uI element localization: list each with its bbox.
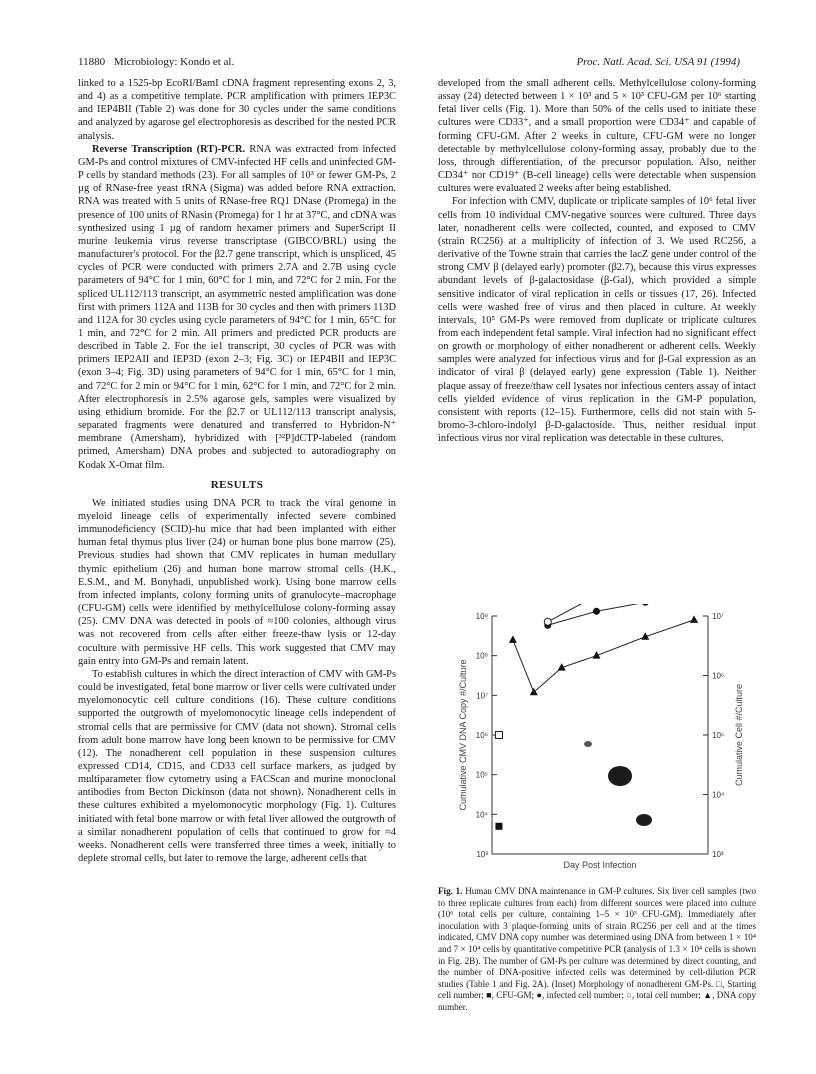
- rt-pcr-text: RNA was extracted from infected GM-Ps and control mixtures of CMV-infected HF cells and uninfected GM-P cells by standard methods (23). For all samples of 10³ or fewer GM-Ps, 2 µg of RNase-free yeast tRNA (Sigma) was added before RNA extraction. RNA was treated with 5 units of RNase-free RQ1 DNase (Promega) in the presence of 100 units of RNasin (Promega) for 1 hr at 37°C, and cDNA was synthesized using 1 µg of random hexamer primers and SuperScript II murine leukemia virus reverse transcriptase (GIBCO/BRL) using the manufacturer's protocol. For the β2.7 gene transcript, which is unspliced, 45 cycles of PCR were conducted with primers 2.7A and 2.7B using cycle parameters of 94°C for 1 min, 60°C for 1 min, and 72°C for 2 min. For the spliced UL112/113 transcript, an asymmetric nested amplification was done first with primers 112A and 113B for 30 cycles and then with primers 113D and 112A for 30 cycles using cycle parameters of 94°C for 1 min, 65°C for 1 min, and 72°C for 2 min. All primers and predicted PCR products are described in Table 2. For the ie1 transcript, 30 cycles of PCR was with primers IEP2AII and IEP3D (exon 2–3; Fig. 3C) or IEP4BII and IEP3C (exon 3–4; Fig. 3D) using parameters of 94°C for 1 min, 65°C for 1 min, and 72°C for 2 min or 94°C for 1 min, 62°C for 1 min, and 72°C for 2 min. After electrophoresis in 2.5% agarose gels, samples were visualized by using ethidium bromide. For the β2.7 or UL112/113 transcript analysis, separated fragments were denatured and transferred to Hybridon-N⁺ membrane (Amersham), hybridized with [³²P]dCTP-labeled (random primed, Amersham) DNA probes and subjected to autoradiography on Kodak X-Omat film.: [78, 143, 396, 471]
- dna-copy-marker: [530, 688, 538, 696]
- y-axis-right-label: Cumulative Cell #/Culture: [734, 683, 744, 787]
- infected-cell-marker: [593, 608, 600, 615]
- y-axis-left-label: Cumulative CMV DNA Copy #/Culture: [458, 659, 468, 811]
- inset-cell: [584, 741, 592, 747]
- rt-pcr-title: Reverse Transcription (RT)-PCR.: [92, 143, 246, 155]
- right-tick-label: 10⁴: [712, 790, 725, 800]
- right-column: [438, 77, 756, 445]
- left-tick-label: 10⁴: [475, 810, 488, 820]
- right-tick-label: 10⁶: [712, 671, 725, 681]
- inset-cell: [608, 766, 632, 786]
- running-head-left: [78, 54, 234, 70]
- left-column: [78, 77, 396, 865]
- left-tick-label: 10⁷: [476, 691, 488, 701]
- figure-1-caption: [438, 886, 756, 1014]
- results-paragraph-2: To establish cultures in which the direct interaction of CMV with GM-Ps could be investigated, fetal bone marrow or liver cells were cultivated under myelomonocytic cell culture conditions (16). These culture conditions supported the outgrowth of myelomonocytic lineage cells independent of stromal cells that are permissive for CMV (data not shown). Stromal cells from adult bone marrow have long been known to be permissive for CMV (12). The nonadherent cell population in these suspension cultures expressed CD14, CD15, and CD33 cell surface markers, as judged by multiparameter flow cytometry using a FACScan and murine monoclonal antibodies from Becton Dickinson (data not shown). Nonadherent cells in these cultures exhibited a myelomonocytic morphology (Fig. 1). Cultures initiated with fetal bone marrow or with fetal liver allowed the outgrowth of a similar nonadherent population of cells that continued to grow for ≈4 weeks. Nonadherent cells were transferred three times a week, initially to deplete stromal cells, but later to remove the large, adherent cells that: [78, 668, 396, 865]
- journal-section: Microbiology: Kondo et al.: [113, 56, 235, 68]
- left-tick-label: 10⁵: [475, 770, 488, 780]
- methods-paragraph-continued: linked to a 1525-bp EcoRI/BamI cDNA fragment representing exons 2, 3, and 4) as a competitive template. PCR amplification with primers IEP3C and IEP4BII (Table 2) was done for 30 cycles under the same conditions and analyzed by agarose gel electrophoresis as described for the nested PCR analysis.: [78, 78, 396, 142]
- dna-copy-marker: [690, 615, 698, 623]
- right-tick-label: 10³: [712, 850, 724, 859]
- results-paragraph-3: developed from the small adherent cells. Methylcellulose colony-forming assay (24) detected between 1 × 10³ and 5 × 10³ CFU-GM per 10⁶ starting fetal liver cells (Fig. 1). More than 50% of the cells used to initiate these cultures were CD33⁺, and a small proportion were CD34⁺ and capable of forming CFU-GM. After 2 weeks in culture, CFU-GM were no longer detectable by methylcellulose colony-forming assay, probably due to the loss, through differentiation, of the precursor population. Also, neither CD34⁺ nor CD19⁺ (B-cell lineage) cells were detectable when suspension cultures were evaluated 2 weeks after being established.: [438, 78, 756, 195]
- page-number: 11880: [78, 56, 106, 68]
- results-heading: RESULTS: [210, 478, 264, 491]
- figure-1: [438, 604, 756, 876]
- caption-lead: Fig. 1.: [438, 886, 463, 896]
- x-axis-label: Day Post Infection: [563, 860, 637, 870]
- starting-cell-number-marker: [495, 732, 502, 739]
- left-tick-label: 10³: [476, 850, 488, 859]
- left-tick-label: 10⁶: [475, 731, 488, 740]
- results-paragraph-4: For infection with CMV, duplicate or triplicate samples of 10⁶ fetal liver cells from 10 individual CMV-negative sources were cultured. Three days later, nonadherent cells were collected, counted, and exposed to CMV (strain RC256) at a multiplicity of infection of 3. We used RC256, a derivative of the Towne strain that carries the lacZ gene under control of the strong CMV β (delayed early) promoter (β2.7), because this virus expresses abundant levels of β-galactosidase (β-Gal), which provided a simple sensitive indicator of viral replication in cells or tissues (17, 26). Infected cells were washed free of virus and then placed in culture. At weekly intervals, 10⁵ GM-Ps were removed from duplicate or triplicate cultures from each independent fetal sample. Viral infection had no significant effect on growth or morphology of either nonadherent or adherent cells. Weekly samples were analyzed for infectious virus and for β-Gal expression as an indicator of viral β (delayed early) gene expression (Table 1). Neither plaque assay of freeze/thaw cell lysates nor infectious centers assay of intact cells yielded evidence of virus replication in the GM-P population, consistent with reports (12–15). Furthermore, cells did not stain with 5-bromo-3-chloro-indolyl β-D-galactoside. Thus, neither residual input infectious virus nor viral replication was detectable in these cultures.: [438, 196, 756, 445]
- series-line: [513, 620, 694, 692]
- series-line: [548, 604, 694, 625]
- dna-copy-marker: [509, 635, 517, 643]
- journal-citation: Proc. Natl. Acad. Sci. USA 91 (1994): [576, 56, 740, 68]
- infected-cell-marker: [642, 604, 649, 606]
- cfu-gm-marker: [495, 823, 502, 830]
- left-tick-label: 10⁸: [475, 651, 488, 661]
- caption-text: Human CMV DNA maintenance in GM-P cultures. Six liver cell samples (two to three replicate cultures from each) from different sources were placed into culture (10⁶ total cells per culture, containing 1–5 × 10³ CFU-GM). Immediately after inoculation with 3 plaque-forming units of strain RC256 per cell and at the times indicated, CMV DNA copy number was determined using DNA from between 1 × 10⁴ and 7 × 10⁴ cells by quantitative competitive PCR (analysis of 1.3 × 10⁴ cells is shown in Fig. 2B). The number of GM-Ps per culture was determined by direct counting, and the number of DNA-positive infected cells was determined by cell-dilution PCR studies (Table 1 and Fig. 2A). (Inset) Morphology of nonadherent GM-Ps. □, Starting cell number; ■, CFU-GM; ●, infected cell number; ○, total cell number; ▲, DNA copy number.: [438, 886, 757, 1012]
- rt-pcr-paragraph: [78, 143, 396, 472]
- left-tick-label: 10⁹: [475, 612, 488, 621]
- right-tick-label: 10⁷: [712, 612, 724, 621]
- inset-cell: [636, 814, 652, 826]
- results-paragraph-1: We initiated studies using DNA PCR to track the viral genome in myeloid lineage cells of experimentally infected severe combined immunodeficiency (SCID)-hu mice that had been implanted with either human fetal thymus plus liver (24) or human bone plus bone marrow (25). Previous studies had shown that CMV replicates in human medullary thymic epithelium (26) and human bone marrow stromal cells (H.K., E.S.M., and M. Bonyhadi, unpublished work). Using bone marrow cells from infected implants, colony forming units of granulocyte–macrophage (CFU-GM) cells were identified by methylcellulose colony-forming assay (25). CMV DNA was detected in pools of ≈100 colonies, although virus was not recovered from cells after either freeze-thaw lysis or 12-day coculture with permissive HF cells. This work suggested that CMV may gain entry into GM-Ps and remain latent.: [78, 497, 396, 667]
- total-cell-marker: [544, 618, 551, 625]
- figure-1-chart: [438, 604, 756, 876]
- right-tick-label: 10⁵: [712, 731, 725, 740]
- page-header: [78, 54, 740, 70]
